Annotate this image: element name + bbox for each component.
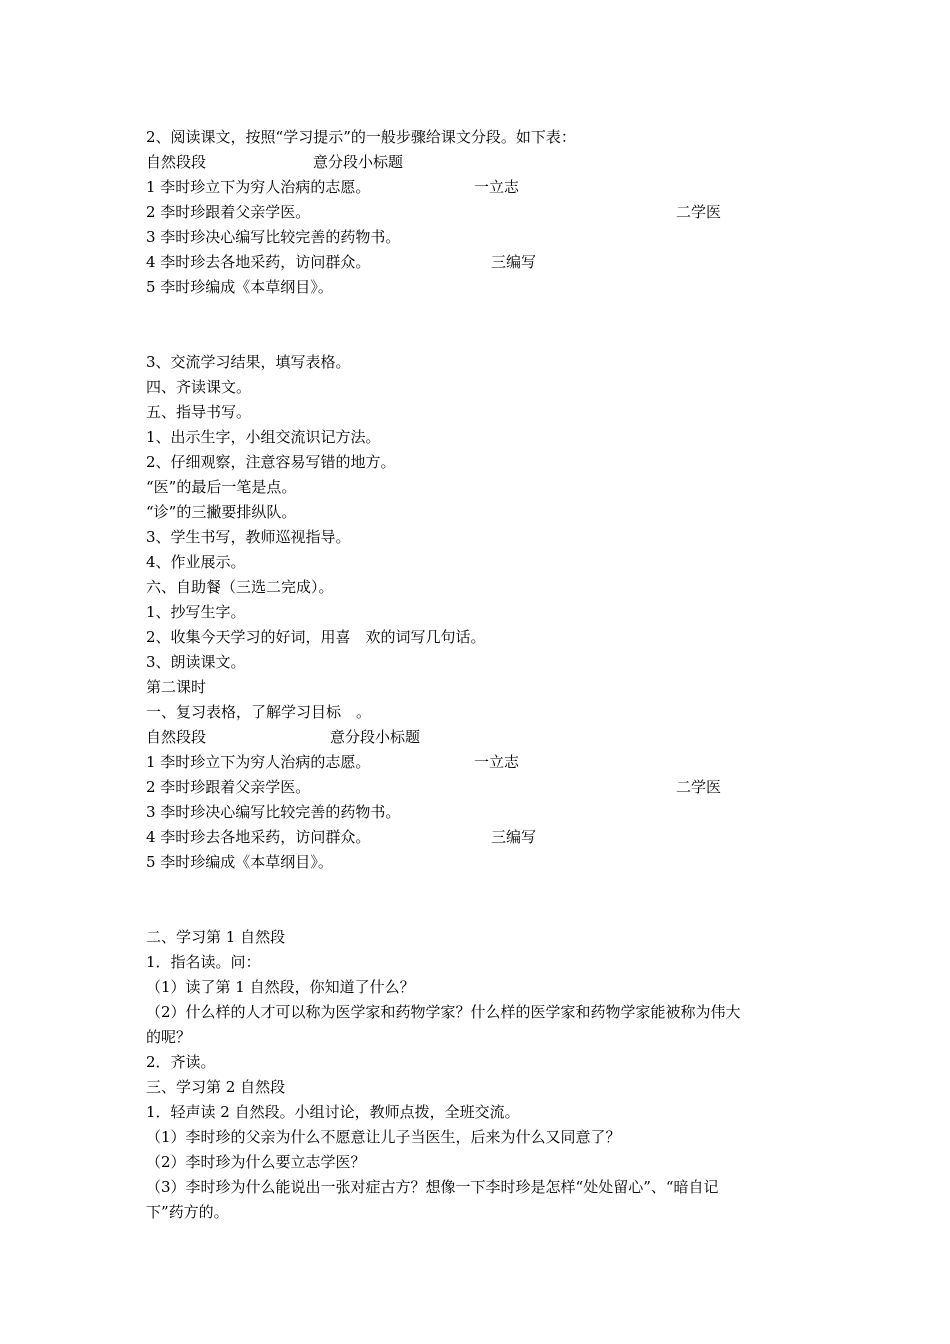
text-line: （1）读了第 1 自然段，你知道了什么？ <box>146 978 415 996</box>
text-line: “医”的最后一笔是点。 <box>146 478 297 496</box>
text-line: 4、作业展示。 <box>146 553 246 571</box>
text-line: 2．齐读。 <box>146 1053 216 1071</box>
text-line: 1、出示生字，小组交流识记方法。 <box>146 428 381 446</box>
table2-row5-left: 5 李时珍编成《本草纲目》。 <box>146 853 333 871</box>
section-title: 第二课时 <box>146 678 207 696</box>
text-line: （3）李时珍为什么能说出一张对症古方？想像一下李时珍是怎样“处处留心”、“暗自记 <box>146 1178 719 1196</box>
text-line: 1．指名读。问： <box>146 953 261 971</box>
table2-header-left: 自然段段 <box>146 728 207 746</box>
table1-row2-left: 2 李时珍跟着父亲学医。 <box>146 203 311 221</box>
text-line: （2）李时珍为什么要立志学医？ <box>146 1153 366 1171</box>
text-line: 3、学生书写，教师巡视指导。 <box>146 528 351 546</box>
text-line: 2、收集今天学习的好词，用喜 欢的词写几句话。 <box>146 628 486 646</box>
table1-header-left: 自然段段 <box>146 153 207 171</box>
table2-row4-left: 4 李时珍去各地采药，访问群众。 <box>146 828 371 846</box>
table1-row3-left: 3 李时珍决心编写比较完善的药物书。 <box>146 228 401 246</box>
table1-row1-right: 一立志 <box>474 178 520 196</box>
text-line: 三、学习第 2 自然段 <box>146 1078 286 1096</box>
table1-row4-right: 三编写 <box>491 253 537 271</box>
text-line: 二、学习第 1 自然段 <box>146 928 286 946</box>
table2-row1-right: 一立志 <box>474 753 520 771</box>
table2-row1-left: 1 李时珍立下为穷人治病的志愿。 <box>146 753 371 771</box>
table2-row3-left: 3 李时珍决心编写比较完善的药物书。 <box>146 803 401 821</box>
text-line: 六、自助餐（三选二完成）。 <box>146 578 334 596</box>
text-line: 五、指导书写。 <box>146 403 252 421</box>
table1-row4-left: 4 李时珍去各地采药，访问群众。 <box>146 253 371 271</box>
text-line: “诊”的三撇要排纵队。 <box>146 503 297 521</box>
table2-row2-right: 二学医 <box>676 778 722 796</box>
text-line: 2、仔细观察，注意容易写错的地方。 <box>146 453 396 471</box>
table1-row5-left: 5 李时珍编成《本草纲目》。 <box>146 278 333 296</box>
text-line: 3、朗读课文。 <box>146 653 246 671</box>
text-line: （2）什么样的人才可以称为医学家和药物学家？什么样的医学家和药物学家能被称为伟大 <box>146 1003 741 1021</box>
text-line: 1、抄写生字。 <box>146 603 246 621</box>
table2-header-right: 意分段小标题 <box>330 728 421 746</box>
text-line: 2、阅读课文，按照“学习提示”的一般步骤给课文分段。如下表： <box>146 128 576 146</box>
table2-row4-right: 三编写 <box>491 828 537 846</box>
text-line: 一、复习表格，了解学习目标 。 <box>146 703 372 721</box>
table1-row2-right: 二学医 <box>676 203 722 221</box>
text-line: 四、齐读课文。 <box>146 378 252 396</box>
text-line: 3、交流学习结果，填写表格。 <box>146 353 351 371</box>
table1-header-right: 意分段小标题 <box>313 153 404 171</box>
table1-row1-left: 1 李时珍立下为穷人治病的志愿。 <box>146 178 371 196</box>
text-line: 的呢？ <box>146 1028 192 1046</box>
text-line: （1）李时珍的父亲为什么不愿意让儿子当医生，后来为什么又同意了？ <box>146 1128 621 1146</box>
table2-row2-left: 2 李时珍跟着父亲学医。 <box>146 778 311 796</box>
text-line: 下”药方的。 <box>146 1203 229 1221</box>
text-line: 1．轻声读 2 自然段。小组讨论，教师点拨，全班交流。 <box>146 1103 520 1121</box>
